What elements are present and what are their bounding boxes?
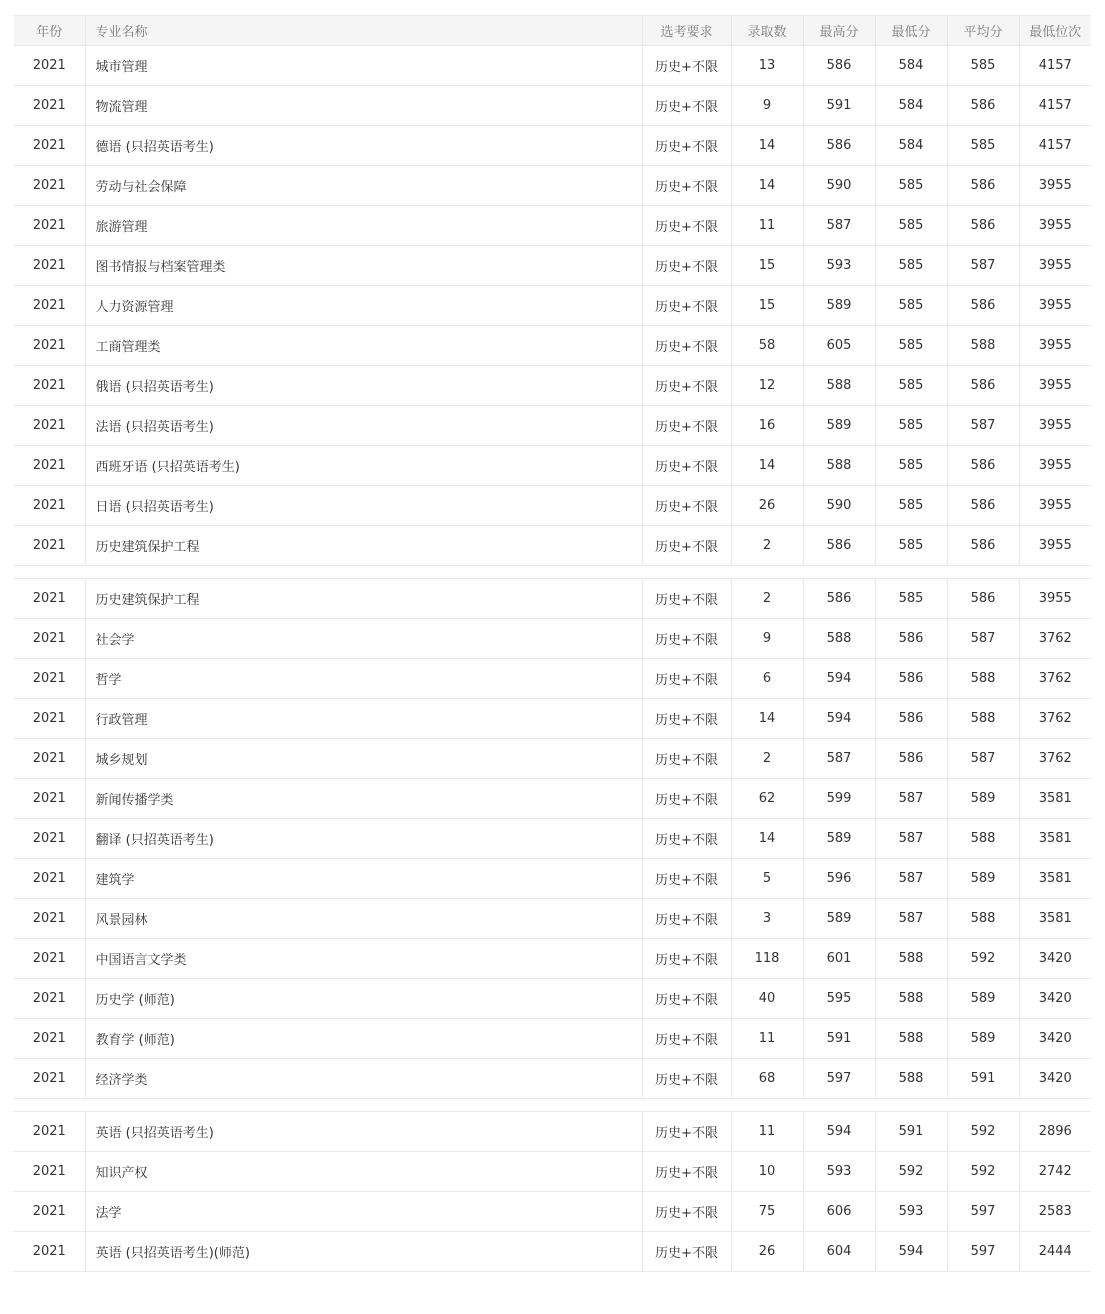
cell-lowest-score: 585 [875, 366, 947, 406]
cell-major-name: 德语 (只招英语考生) [85, 126, 642, 166]
cell-year: 2021 [14, 326, 85, 366]
cell-highest-score: 588 [803, 366, 875, 406]
cell-highest-score: 587 [803, 739, 875, 779]
cell-major-name: 英语 (只招英语考生)(师范) [85, 1232, 642, 1272]
cell-lowest-rank: 3581 [1019, 779, 1091, 819]
cell-year: 2021 [14, 699, 85, 739]
cell-lowest-rank: 3955 [1019, 206, 1091, 246]
cell-major-name: 历史建筑保护工程 [85, 579, 642, 619]
table-row [14, 819, 1091, 859]
cell-admitted-count: 11 [731, 1112, 803, 1152]
cell-year: 2021 [14, 819, 85, 859]
cell-admitted-count: 14 [731, 166, 803, 206]
cell-lowest-score: 591 [875, 1112, 947, 1152]
cell-highest-score: 591 [803, 86, 875, 126]
cell-highest-score: 589 [803, 819, 875, 859]
group-separator [14, 1099, 1091, 1112]
cell-major-name: 物流管理 [85, 86, 642, 126]
cell-highest-score: 594 [803, 1112, 875, 1152]
cell-major-name: 社会学 [85, 619, 642, 659]
cell-highest-score: 586 [803, 46, 875, 86]
cell-admitted-count: 15 [731, 246, 803, 286]
cell-lowest-rank: 3420 [1019, 939, 1091, 979]
cell-major-name: 建筑学 [85, 859, 642, 899]
cell-year: 2021 [14, 46, 85, 86]
cell-year: 2021 [14, 1232, 85, 1272]
cell-highest-score: 586 [803, 126, 875, 166]
cell-lowest-score: 586 [875, 699, 947, 739]
cell-lowest-rank: 3581 [1019, 819, 1091, 859]
cell-lowest-rank: 3581 [1019, 859, 1091, 899]
cell-subject-requirement: 历史+不限 [642, 1152, 731, 1192]
cell-subject-requirement: 历史+不限 [642, 126, 731, 166]
cell-average-score: 592 [947, 1152, 1019, 1192]
cell-admitted-count: 15 [731, 286, 803, 326]
cell-highest-score: 591 [803, 1019, 875, 1059]
cell-year: 2021 [14, 1019, 85, 1059]
table-row [14, 939, 1091, 979]
cell-subject-requirement: 历史+不限 [642, 779, 731, 819]
cell-lowest-rank: 3955 [1019, 326, 1091, 366]
cell-lowest-score: 584 [875, 46, 947, 86]
cell-average-score: 588 [947, 899, 1019, 939]
cell-average-score: 588 [947, 659, 1019, 699]
cell-highest-score: 605 [803, 326, 875, 366]
cell-lowest-rank: 2444 [1019, 1232, 1091, 1272]
cell-subject-requirement: 历史+不限 [642, 166, 731, 206]
header-lowest-rank: 最低位次 [1019, 16, 1091, 46]
table-row [14, 366, 1091, 406]
cell-highest-score: 589 [803, 899, 875, 939]
table-body [14, 46, 1091, 1272]
header-major-name: 专业名称 [85, 16, 642, 46]
cell-major-name: 劳动与社会保障 [85, 166, 642, 206]
cell-lowest-rank: 4157 [1019, 126, 1091, 166]
cell-lowest-score: 588 [875, 979, 947, 1019]
header-average-score: 平均分 [947, 16, 1019, 46]
cell-major-name: 教育学 (师范) [85, 1019, 642, 1059]
group-separator-cell [14, 1099, 1091, 1112]
cell-lowest-score: 585 [875, 326, 947, 366]
cell-admitted-count: 11 [731, 1019, 803, 1059]
cell-lowest-rank: 3581 [1019, 899, 1091, 939]
cell-major-name: 知识产权 [85, 1152, 642, 1192]
table-row [14, 1192, 1091, 1232]
cell-subject-requirement: 历史+不限 [642, 206, 731, 246]
cell-subject-requirement: 历史+不限 [642, 86, 731, 126]
cell-major-name: 城市管理 [85, 46, 642, 86]
cell-year: 2021 [14, 246, 85, 286]
cell-year: 2021 [14, 1192, 85, 1232]
cell-admitted-count: 2 [731, 739, 803, 779]
cell-year: 2021 [14, 1059, 85, 1099]
table-row [14, 1152, 1091, 1192]
cell-subject-requirement: 历史+不限 [642, 819, 731, 859]
cell-average-score: 588 [947, 699, 1019, 739]
table-row [14, 859, 1091, 899]
cell-highest-score: 588 [803, 446, 875, 486]
cell-lowest-rank: 3420 [1019, 1019, 1091, 1059]
header-row [14, 16, 1091, 46]
cell-subject-requirement: 历史+不限 [642, 1019, 731, 1059]
cell-average-score: 587 [947, 246, 1019, 286]
table-row [14, 979, 1091, 1019]
admission-score-table [14, 15, 1091, 1272]
cell-lowest-score: 585 [875, 446, 947, 486]
cell-major-name: 新闻传播学类 [85, 779, 642, 819]
cell-average-score: 591 [947, 1059, 1019, 1099]
cell-lowest-score: 587 [875, 779, 947, 819]
cell-major-name: 风景园林 [85, 899, 642, 939]
cell-subject-requirement: 历史+不限 [642, 1192, 731, 1232]
cell-subject-requirement: 历史+不限 [642, 619, 731, 659]
cell-lowest-score: 588 [875, 1019, 947, 1059]
cell-highest-score: 601 [803, 939, 875, 979]
cell-lowest-score: 584 [875, 86, 947, 126]
table-row [14, 46, 1091, 86]
cell-year: 2021 [14, 1112, 85, 1152]
cell-average-score: 588 [947, 819, 1019, 859]
cell-highest-score: 606 [803, 1192, 875, 1232]
cell-lowest-rank: 3955 [1019, 526, 1091, 566]
cell-lowest-rank: 2896 [1019, 1112, 1091, 1152]
cell-average-score: 586 [947, 366, 1019, 406]
cell-lowest-score: 585 [875, 286, 947, 326]
table-row [14, 779, 1091, 819]
cell-lowest-rank: 3955 [1019, 486, 1091, 526]
cell-year: 2021 [14, 779, 85, 819]
cell-major-name: 法学 [85, 1192, 642, 1232]
cell-highest-score: 590 [803, 166, 875, 206]
cell-lowest-rank: 3955 [1019, 406, 1091, 446]
cell-admitted-count: 75 [731, 1192, 803, 1232]
cell-lowest-rank: 3955 [1019, 579, 1091, 619]
cell-year: 2021 [14, 659, 85, 699]
cell-lowest-rank: 2742 [1019, 1152, 1091, 1192]
cell-admitted-count: 5 [731, 859, 803, 899]
table-row [14, 486, 1091, 526]
cell-lowest-score: 585 [875, 406, 947, 446]
cell-subject-requirement: 历史+不限 [642, 739, 731, 779]
cell-lowest-score: 587 [875, 859, 947, 899]
cell-subject-requirement: 历史+不限 [642, 246, 731, 286]
cell-admitted-count: 3 [731, 899, 803, 939]
cell-major-name: 经济学类 [85, 1059, 642, 1099]
table-row [14, 619, 1091, 659]
cell-lowest-score: 592 [875, 1152, 947, 1192]
cell-year: 2021 [14, 486, 85, 526]
cell-year: 2021 [14, 859, 85, 899]
cell-highest-score: 596 [803, 859, 875, 899]
cell-major-name: 人力资源管理 [85, 286, 642, 326]
table-row [14, 1232, 1091, 1272]
cell-admitted-count: 10 [731, 1152, 803, 1192]
table-header [14, 16, 1091, 46]
cell-year: 2021 [14, 579, 85, 619]
cell-highest-score: 589 [803, 406, 875, 446]
cell-admitted-count: 11 [731, 206, 803, 246]
cell-admitted-count: 2 [731, 579, 803, 619]
cell-lowest-score: 588 [875, 939, 947, 979]
cell-admitted-count: 26 [731, 486, 803, 526]
cell-lowest-rank: 3762 [1019, 619, 1091, 659]
table-row [14, 579, 1091, 619]
cell-lowest-score: 593 [875, 1192, 947, 1232]
cell-lowest-score: 585 [875, 526, 947, 566]
cell-average-score: 597 [947, 1232, 1019, 1272]
cell-major-name: 西班牙语 (只招英语考生) [85, 446, 642, 486]
table-row [14, 899, 1091, 939]
cell-subject-requirement: 历史+不限 [642, 486, 731, 526]
cell-year: 2021 [14, 1152, 85, 1192]
cell-highest-score: 594 [803, 699, 875, 739]
cell-admitted-count: 26 [731, 1232, 803, 1272]
cell-average-score: 592 [947, 939, 1019, 979]
cell-average-score: 589 [947, 779, 1019, 819]
cell-lowest-rank: 3955 [1019, 246, 1091, 286]
cell-admitted-count: 6 [731, 659, 803, 699]
cell-admitted-count: 14 [731, 819, 803, 859]
cell-subject-requirement: 历史+不限 [642, 1059, 731, 1099]
cell-lowest-score: 586 [875, 739, 947, 779]
cell-year: 2021 [14, 206, 85, 246]
cell-subject-requirement: 历史+不限 [642, 286, 731, 326]
cell-major-name: 俄语 (只招英语考生) [85, 366, 642, 406]
cell-average-score: 586 [947, 286, 1019, 326]
cell-major-name: 旅游管理 [85, 206, 642, 246]
cell-average-score: 586 [947, 206, 1019, 246]
table-row [14, 166, 1091, 206]
cell-average-score: 592 [947, 1112, 1019, 1152]
cell-average-score: 587 [947, 739, 1019, 779]
cell-year: 2021 [14, 126, 85, 166]
cell-average-score: 587 [947, 619, 1019, 659]
table-row [14, 206, 1091, 246]
cell-highest-score: 586 [803, 579, 875, 619]
cell-average-score: 586 [947, 446, 1019, 486]
cell-year: 2021 [14, 86, 85, 126]
cell-lowest-score: 585 [875, 166, 947, 206]
table-row [14, 659, 1091, 699]
cell-lowest-rank: 3955 [1019, 366, 1091, 406]
cell-year: 2021 [14, 899, 85, 939]
cell-major-name: 法语 (只招英语考生) [85, 406, 642, 446]
cell-subject-requirement: 历史+不限 [642, 1232, 731, 1272]
cell-admitted-count: 13 [731, 46, 803, 86]
cell-admitted-count: 58 [731, 326, 803, 366]
table-row [14, 326, 1091, 366]
cell-year: 2021 [14, 446, 85, 486]
cell-lowest-rank: 4157 [1019, 46, 1091, 86]
cell-highest-score: 588 [803, 619, 875, 659]
cell-subject-requirement: 历史+不限 [642, 939, 731, 979]
table-row [14, 246, 1091, 286]
cell-subject-requirement: 历史+不限 [642, 659, 731, 699]
cell-highest-score: 594 [803, 659, 875, 699]
table-row [14, 739, 1091, 779]
header-subject-requirement: 选考要求 [642, 16, 731, 46]
cell-year: 2021 [14, 166, 85, 206]
cell-year: 2021 [14, 286, 85, 326]
table-row [14, 1059, 1091, 1099]
cell-lowest-score: 586 [875, 659, 947, 699]
table-row [14, 126, 1091, 166]
cell-major-name: 历史学 (师范) [85, 979, 642, 1019]
cell-average-score: 587 [947, 406, 1019, 446]
cell-year: 2021 [14, 939, 85, 979]
cell-subject-requirement: 历史+不限 [642, 326, 731, 366]
cell-average-score: 589 [947, 859, 1019, 899]
cell-average-score: 586 [947, 166, 1019, 206]
cell-lowest-score: 588 [875, 1059, 947, 1099]
header-highest-score: 最高分 [803, 16, 875, 46]
group-separator [14, 566, 1091, 579]
cell-year: 2021 [14, 406, 85, 446]
cell-lowest-score: 585 [875, 486, 947, 526]
cell-subject-requirement: 历史+不限 [642, 979, 731, 1019]
table-row [14, 446, 1091, 486]
table-row [14, 1019, 1091, 1059]
cell-lowest-score: 587 [875, 899, 947, 939]
header-year: 年份 [14, 16, 85, 46]
cell-lowest-score: 585 [875, 206, 947, 246]
cell-year: 2021 [14, 366, 85, 406]
cell-highest-score: 587 [803, 206, 875, 246]
cell-average-score: 585 [947, 46, 1019, 86]
cell-highest-score: 604 [803, 1232, 875, 1272]
cell-major-name: 英语 (只招英语考生) [85, 1112, 642, 1152]
cell-subject-requirement: 历史+不限 [642, 366, 731, 406]
cell-subject-requirement: 历史+不限 [642, 406, 731, 446]
cell-lowest-score: 594 [875, 1232, 947, 1272]
cell-major-name: 哲学 [85, 659, 642, 699]
cell-major-name: 行政管理 [85, 699, 642, 739]
cell-major-name: 工商管理类 [85, 326, 642, 366]
cell-highest-score: 589 [803, 286, 875, 326]
cell-lowest-rank: 3762 [1019, 739, 1091, 779]
cell-subject-requirement: 历史+不限 [642, 899, 731, 939]
cell-admitted-count: 14 [731, 446, 803, 486]
cell-average-score: 586 [947, 579, 1019, 619]
cell-lowest-rank: 3762 [1019, 659, 1091, 699]
cell-highest-score: 595 [803, 979, 875, 1019]
cell-admitted-count: 9 [731, 86, 803, 126]
cell-lowest-score: 587 [875, 819, 947, 859]
cell-lowest-rank: 3955 [1019, 446, 1091, 486]
cell-year: 2021 [14, 979, 85, 1019]
cell-highest-score: 599 [803, 779, 875, 819]
cell-year: 2021 [14, 526, 85, 566]
cell-subject-requirement: 历史+不限 [642, 699, 731, 739]
cell-lowest-rank: 3762 [1019, 699, 1091, 739]
cell-average-score: 585 [947, 126, 1019, 166]
cell-major-name: 历史建筑保护工程 [85, 526, 642, 566]
cell-subject-requirement: 历史+不限 [642, 46, 731, 86]
header-lowest-score: 最低分 [875, 16, 947, 46]
cell-admitted-count: 118 [731, 939, 803, 979]
cell-year: 2021 [14, 739, 85, 779]
cell-lowest-rank: 3420 [1019, 1059, 1091, 1099]
cell-admitted-count: 12 [731, 366, 803, 406]
cell-admitted-count: 14 [731, 126, 803, 166]
cell-subject-requirement: 历史+不限 [642, 526, 731, 566]
cell-admitted-count: 9 [731, 619, 803, 659]
cell-major-name: 中国语言文学类 [85, 939, 642, 979]
cell-average-score: 586 [947, 526, 1019, 566]
cell-highest-score: 586 [803, 526, 875, 566]
table-row [14, 406, 1091, 446]
cell-admitted-count: 2 [731, 526, 803, 566]
cell-lowest-rank: 4157 [1019, 86, 1091, 126]
cell-subject-requirement: 历史+不限 [642, 859, 731, 899]
cell-admitted-count: 14 [731, 699, 803, 739]
cell-subject-requirement: 历史+不限 [642, 446, 731, 486]
group-separator-cell [14, 566, 1091, 579]
cell-average-score: 586 [947, 486, 1019, 526]
cell-lowest-rank: 3955 [1019, 166, 1091, 206]
cell-lowest-score: 585 [875, 579, 947, 619]
cell-lowest-score: 585 [875, 246, 947, 286]
cell-year: 2021 [14, 619, 85, 659]
cell-major-name: 城乡规划 [85, 739, 642, 779]
header-admitted-count: 录取数 [731, 16, 803, 46]
cell-highest-score: 597 [803, 1059, 875, 1099]
cell-average-score: 597 [947, 1192, 1019, 1232]
cell-lowest-score: 586 [875, 619, 947, 659]
table-row [14, 286, 1091, 326]
table-row [14, 526, 1091, 566]
cell-highest-score: 593 [803, 246, 875, 286]
cell-admitted-count: 62 [731, 779, 803, 819]
cell-average-score: 589 [947, 979, 1019, 1019]
cell-major-name: 翻译 (只招英语考生) [85, 819, 642, 859]
table-row [14, 1112, 1091, 1152]
cell-average-score: 588 [947, 326, 1019, 366]
cell-subject-requirement: 历史+不限 [642, 579, 731, 619]
admission-score-sheet [14, 15, 1091, 1272]
cell-lowest-rank: 3955 [1019, 286, 1091, 326]
cell-major-name: 日语 (只招英语考生) [85, 486, 642, 526]
cell-highest-score: 590 [803, 486, 875, 526]
cell-admitted-count: 16 [731, 406, 803, 446]
cell-lowest-rank: 2583 [1019, 1192, 1091, 1232]
cell-lowest-score: 584 [875, 126, 947, 166]
cell-average-score: 589 [947, 1019, 1019, 1059]
cell-major-name: 图书情报与档案管理类 [85, 246, 642, 286]
cell-admitted-count: 68 [731, 1059, 803, 1099]
cell-subject-requirement: 历史+不限 [642, 1112, 731, 1152]
cell-lowest-rank: 3420 [1019, 979, 1091, 1019]
table-row [14, 699, 1091, 739]
cell-admitted-count: 40 [731, 979, 803, 1019]
cell-average-score: 586 [947, 86, 1019, 126]
table-row [14, 86, 1091, 126]
cell-highest-score: 593 [803, 1152, 875, 1192]
